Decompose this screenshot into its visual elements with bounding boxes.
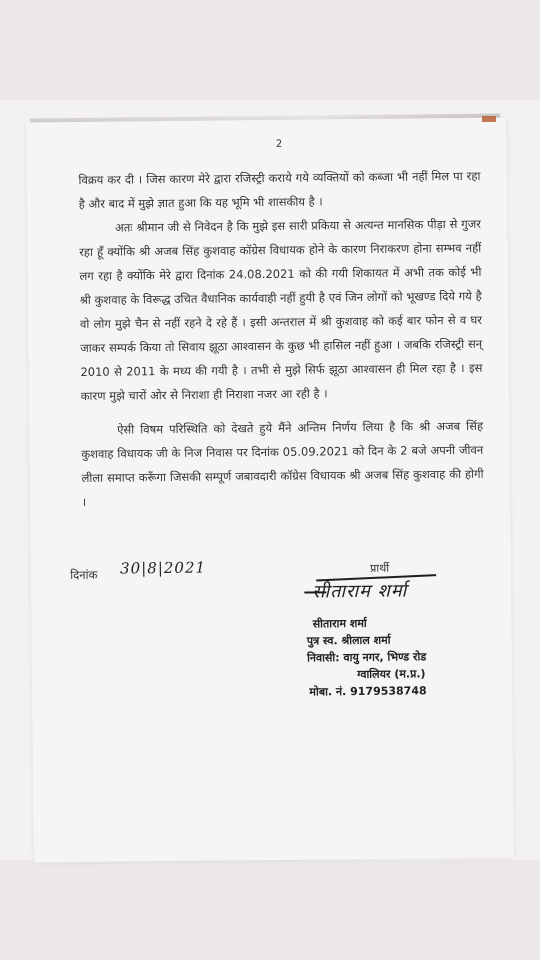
- signature-block: [70, 556, 472, 710]
- sender-address: निवासी: वायु नगर, भिण्ड रोड: [306, 650, 427, 665]
- handwritten-signature: सीताराम शर्मा: [312, 580, 408, 603]
- sender-name: सीताराम शर्मा: [312, 616, 367, 631]
- applicant-label: प्रार्थी: [370, 561, 390, 575]
- paragraph-2: अतः श्रीमान जी से निवेदन है कि मुझे इस सारी प्रकिया से अत्यन्त मानसिक पीड़ा से गुजर रहा हूँ क्योंकि श्री अजब सिंह कुशवाह कॉग्रेस विधायक होने के कारण निराकरण होना सम्भव नहीं लग रहा है क्योंकि मेरे द्वारा दिनांक 24.08.2021 को की गयी शिकायत में अभी तक कोई भी श्री कुशवाह के विरूद्ध उचित वैधानिक कार्यवाही नहीं हुयी है एवं जिन लोगों को भूखण्ड दिये गये है वो लोग मुझे चैन से नहीं रहने दे रहे हैं । इसी अन्तराल में श्री कुशवाह को कई बार फोन से व घर जाकर सम्पर्क किया तो सिवाय झूठा आश्वासन के कुछ भी हासिल नहीं हुआ । जबकि रजिस्ट्री सन् 2010 से 2011 के मध्य की गयी है । तभी से मुझे सिर्फ झूठा आश्वासन ही मिल रहा है । इस कारण मुझे चारों ओर से निराशा ही निराशा नजर आ रही है ।: [79, 216, 483, 403]
- sender-father: पुत्र स्व. श्रीलाल शर्मा: [306, 633, 391, 648]
- date-label: दिनांक: [70, 567, 98, 582]
- paragraph-3: ऐसी विषम परिस्थिति को देखते हुये मैंने अन्तिम निर्णय लिया है कि श्री अजब सिंह कुशवाह विधायक जी के निज निवास पर दिनांक 05.09.2021 को दिन के 2 बजे अपनी जीवन लीला समाप्त करूँगा जिसकी सम्पूर्ण जबावदारी कॉग्रेस विधायक श्री अजब सिंह कुशवाह की होगी ।: [81, 418, 484, 509]
- sender-details: [307, 614, 427, 700]
- page-number: 2: [275, 138, 283, 150]
- paragraph-1: विक्रय कर दी । जिस कारण मेरे द्वारा रजिस्ट्री कराये गये व्यक्तियों को कब्जा भी नहीं मिल पा रहा है और बाद में मुझे ज्ञात हुआ कि यह भूमि भी शासकीय है ।: [78, 168, 481, 211]
- letter-body: [78, 136, 484, 514]
- corner-ink-mark: [482, 116, 496, 122]
- sender-city: ग्वालियर (म.प्र.): [357, 667, 426, 681]
- sender-mobile: मोबा. नं. 9179538748: [309, 684, 427, 699]
- handwritten-date: 30|8|2021: [119, 558, 207, 578]
